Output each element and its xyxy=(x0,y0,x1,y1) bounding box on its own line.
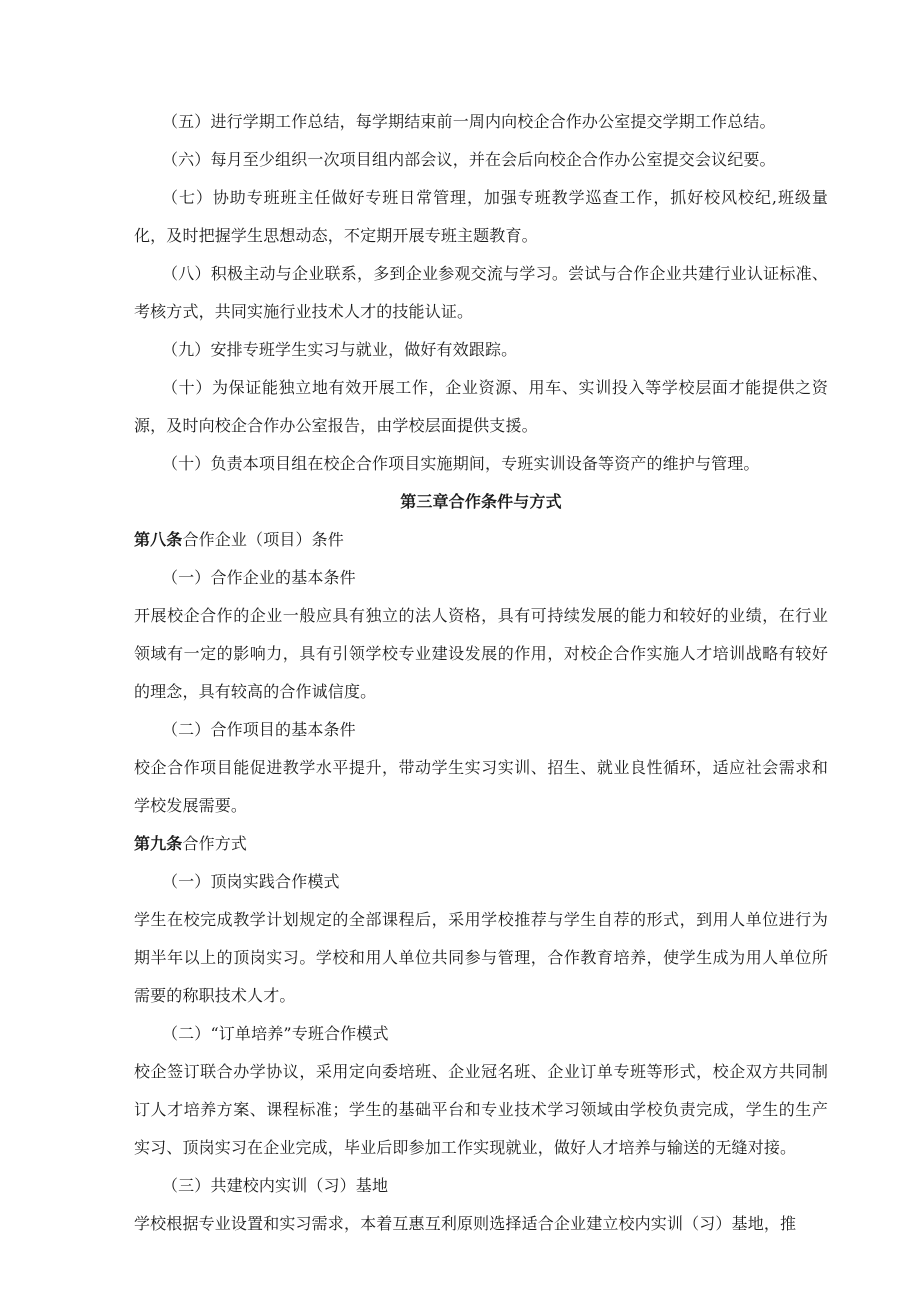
article-9-sub2-body: 校企签订联合办学协议，采用定向委培班、企业冠名班、企业订单专班等形式，校企双方共同制订人才培养方案、课程标准；学生的基础平台和专业技术学习领域由学校负责完成，学生的生产实习、顶岗实习在企业完成，毕业后即参加工作实现就业，做好人才培养与输送的无缝对接。 xyxy=(134,1062,828,1157)
list-item: （十）为保证能独立地有效开展工作，企业资源、用车、实训投入等学校层面才能提供之资源，及时向校企合作办公室报告，由学校层面提供支援。 xyxy=(134,378,828,435)
article-8-sub1-heading: （一）合作企业的基本条件 xyxy=(162,568,356,587)
article-9-sub1-heading: （一）顶岗实践合作模式 xyxy=(162,872,340,891)
article-9-sub1-body: 学生在校完成教学计划规定的全部课程后，采用学校推荐与学生自荐的形式，到用人单位进行为期半年以上的顶岗实习。学校和用人单位共同参与管理，合作教育培养，使学生成为用人单位所需要的称职技术人才。 xyxy=(134,910,828,1005)
article-8-sub1-body: 开展校企合作的企业一般应具有独立的法人资格，具有可持续发展的能力和较好的业绩，在行业领域有一定的影响力，具有引领学校专业建设发展的作用，对校企合作实施人才培训战略有较好的理念，具有较高的合作诚信度。 xyxy=(134,606,828,701)
list-item: （十）负责本项目组在校企合作项目实施期间，专班实训设备等资产的维护与管理。 xyxy=(162,454,760,473)
article-8-sub2-heading: （二）合作项目的基本条件 xyxy=(162,720,356,739)
article-9-sub3-body: 学校根据专业设置和实习需求，本着互惠互利原则选择适合企业建立校内实训（习）基地，推 xyxy=(134,1214,797,1233)
article-8-sub2-body: 校企合作项目能促进教学水平提升，带动学生实习实训、招生、就业良性循环，适应社会需求和学校发展需要。 xyxy=(134,758,828,815)
article-9-title: 合作方式 xyxy=(182,834,248,853)
article-8-label: 第八条 xyxy=(134,530,183,549)
article-9-sub3-heading: （三）共建校内实训（习）基地 xyxy=(162,1176,389,1195)
article-8-title: 合作企业（项目）条件 xyxy=(182,530,344,549)
article-8-heading xyxy=(134,521,828,559)
document-body xyxy=(134,103,828,1243)
article-9-label: 第九条 xyxy=(134,834,183,853)
list-item: （八）积极主动与企业联系，多到企业参观交流与学习。尝试与合作企业共建行业认证标准、考核方式，共同实施行业技术人才的技能认证。 xyxy=(134,264,828,321)
list-item: （七）协助专班班主任做好专班日常管理，加强专班教学巡查工作，抓好校风校纪,班级量化，及时把握学生思想动态，不定期开展专班主题教育。 xyxy=(134,188,828,245)
list-item: （五）进行学期工作总结，每学期结束前一周内向校企合作办公室提交学期工作总结。 xyxy=(162,112,776,131)
chapter-title: 第三章合作条件与方式 xyxy=(400,492,562,511)
article-9-sub2-heading: （二）“订单培养”专班合作模式 xyxy=(162,1024,389,1043)
list-item: （九）安排专班学生实习与就业，做好有效跟踪。 xyxy=(162,340,518,359)
list-item: （六）每月至少组织一次项目组内部会议，并在会后向校企合作办公室提交会议纪要。 xyxy=(162,150,776,169)
article-9-heading xyxy=(134,825,828,863)
